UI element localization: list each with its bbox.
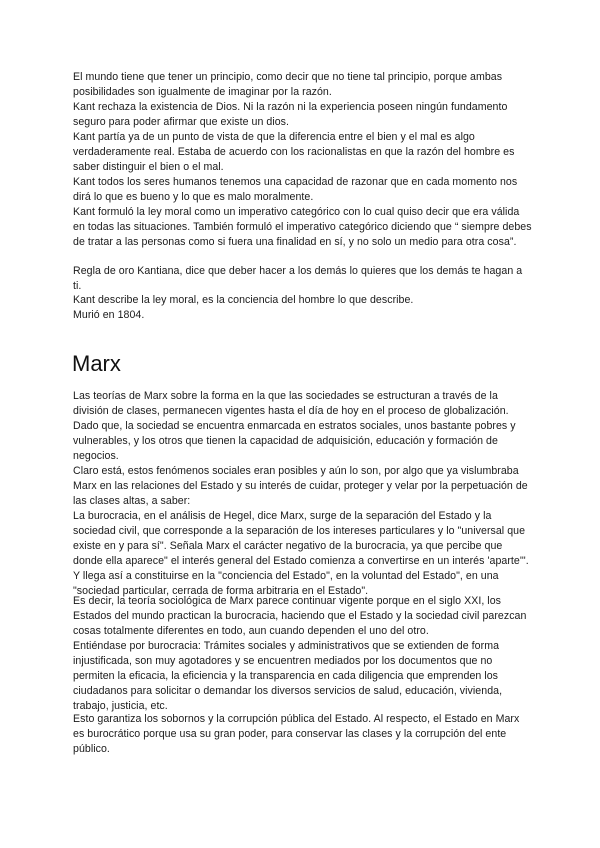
paragraph-kant-good-evil: Kant partía ya de un punto de vista de que la diferencia entre el bien y el mal es algo verdaderamente real. Estaba de acuerdo con los racionalistas en que la razón del hombre es saber distinguir el bien o el mal.	[73, 131, 515, 173]
paragraph-golden-rule: Regla de oro Kantiana, dice que deber hacer a los demás lo quieres que los demás te hagan a ti.	[73, 265, 523, 292]
paragraph-marx-sociological-theory: Es decir, la teoría sociológica de Marx parece continuar vigente porque en el siglo XXI, los Estados del mundo practican la burocracia, haciendo que el Estado y la sociedad civil parezcan cosas totalmente diferentes en todo, aun cuando dependen el uno del otro.	[73, 595, 527, 637]
section-heading-marx: Marx	[72, 351, 121, 376]
paragraph-marx-theories: Las teorías de Marx sobre la forma en la que las sociedades se estructuran a través de la división de clases, permanecen vigentes hasta el día de hoy en el proceso de globalización. Dado que, la sociedad se encuentra enmarcada en estratos sociales, unos bastante pobres y vulnerables, y los otros que tienen la capacidad de adquisición, educación y formación de negocios.	[73, 390, 516, 462]
paragraph-kant-principle: El mundo tiene que tener un principio, como decir que no tiene tal principio, porque ambas posibilidades son igualmente de imaginar por la razón.	[73, 71, 503, 98]
paragraph-kant-moral-law: Kant formuló la ley moral como un imperativo categórico con lo cual quiso decir que era válida en todas las situaciones. También formuló el imperativo categórico diciendo que “ siempre debes de tratar a las personas como si fuera una finalidad en sí, y no solo un medio para otra cosa”.	[73, 206, 532, 248]
paragraph-kant-god: Kant rechaza la existencia de Dios. Ni la razón ni la experiencia poseen ningún fundamento seguro para poder afirmar que existe un dios.	[73, 101, 508, 128]
paragraph-kant-conscience: Kant describe la ley moral, es la conciencia del hombre lo que describe.	[73, 294, 414, 306]
paragraph-marx-bureaucracy-hegel: La burocracia, en el análisis de Hegel, dice Marx, surge de la separación del Estado y la sociedad civil, que corresponde a la separación de los intereses particulares y lo "universal que existe en y para sí". Señala Marx el carácter negativo de la burocracia, ya que percibe que donde ella aparece" el interés general del Estado comienza a convertirse en un interés 'aparte'". Y llega así a constituirse en la "conciencia del Estado", en la voluntad del Estado", en una "sociedad particular, cerrada de forma arbitraria en el Estado".	[73, 510, 529, 597]
paragraph-corruption: Esto garantiza los sobornos y la corrupción pública del Estado. Al respecto, el Estado en Marx es burocrático porque usa su gran poder, para conservar las clases y la corrupción del ente público.	[73, 713, 520, 755]
paragraph-bureaucracy-definition: Entiéndase por burocracia: Trámites sociales y administrativos que se extienden de forma injustificada, son muy agotadores y se encuentren mediados por los documentos que no permiten la eficacia, la eficiencia y la transparencia en cada diligencia que emprenden los ciudadanos para solicitar o demandar los diversos servicios de salud, educación, vivienda, trabajo, justicia, etc.	[73, 640, 503, 712]
paragraph-kant-death: Murió en 1804.	[73, 309, 145, 321]
paragraph-marx-social-phenomena: Claro está, estos fenómenos sociales eran posibles y aún lo son, por algo que ya vislumbraba Marx en las relaciones del Estado y su interés de cuidar, proteger y velar por la perpetuación de las clases altas, a saber:	[73, 465, 528, 507]
paragraph-kant-reason: Kant todos los seres humanos tenemos una capacidad de razonar que en cada momento nos dirá lo que es bueno y lo que es malo moralmente.	[73, 176, 518, 203]
